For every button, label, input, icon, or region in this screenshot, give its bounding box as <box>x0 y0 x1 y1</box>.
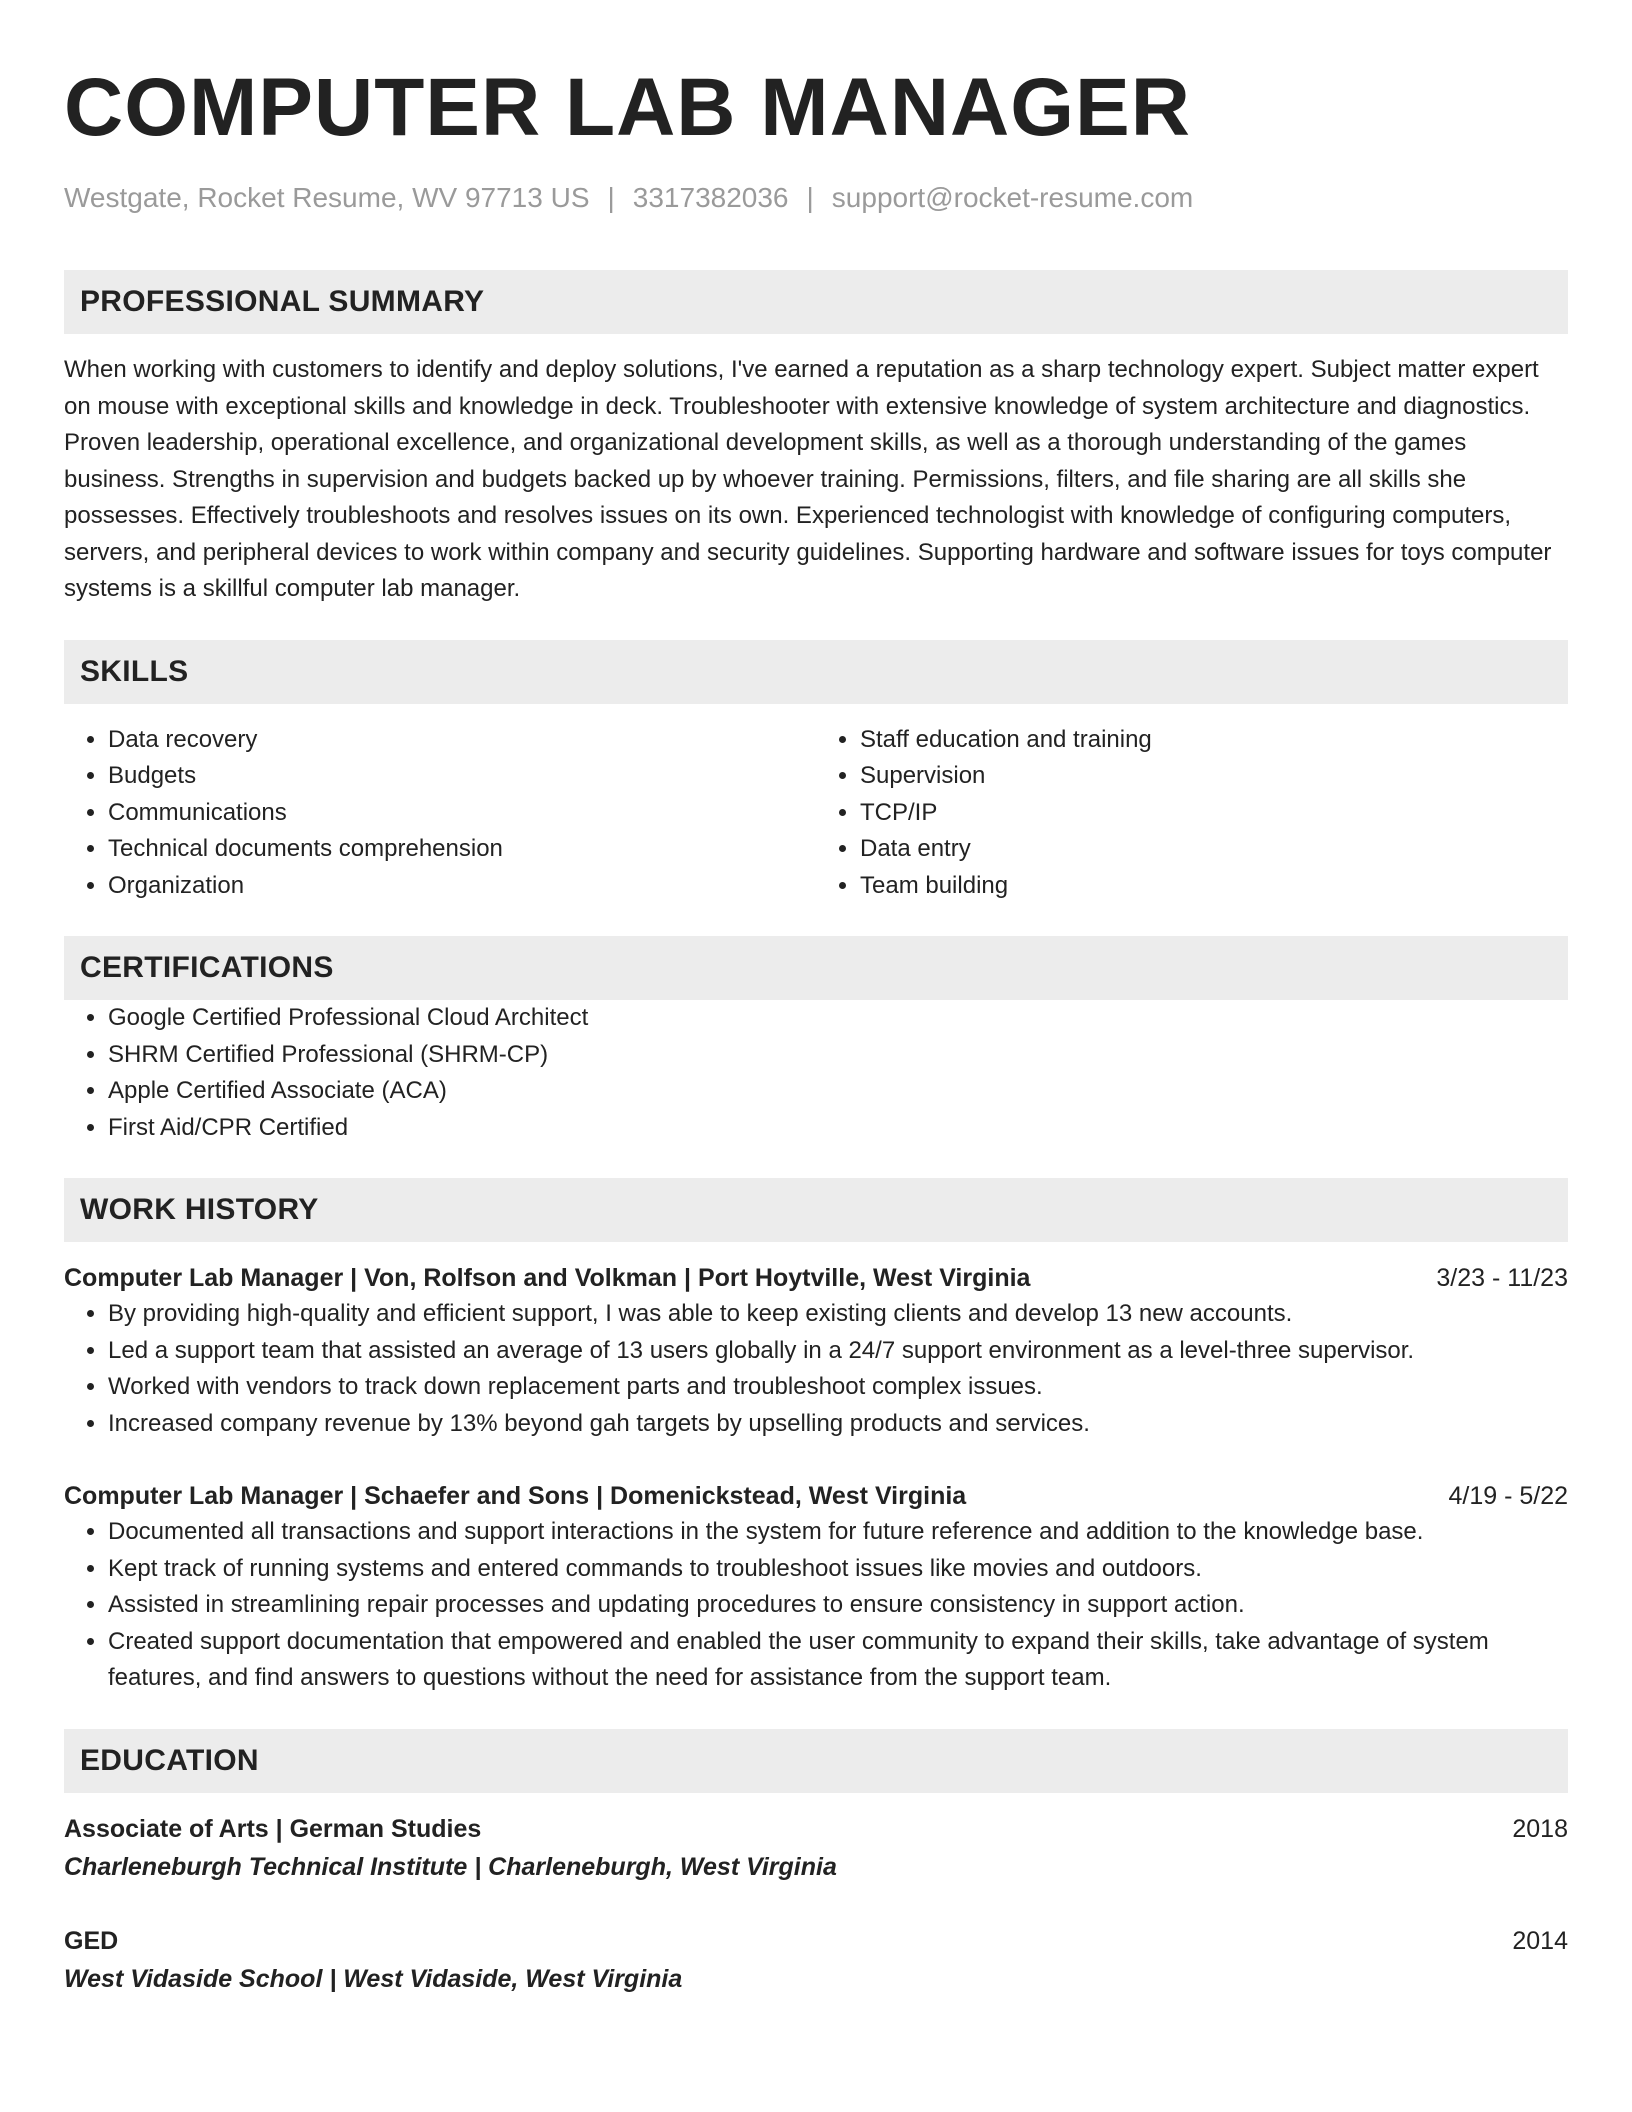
job-header <box>64 1478 1568 1514</box>
list-item: • Google Certified Professional Cloud Architect <box>108 1000 1568 1037</box>
job-header <box>64 1260 1568 1296</box>
skills-columns <box>64 722 1568 905</box>
list-item: • TCP/IP <box>860 795 1568 832</box>
list-item: • Data recovery <box>108 722 816 759</box>
list-item: • SHRM Certified Professional (SHRM-CP) <box>108 1037 1568 1074</box>
list-item: • Created support documentation that empowered and enabled the user community to expand their skills, take advantage of system features, and find answers to questions without the need for assistance from the support team. <box>108 1624 1568 1697</box>
list-item: • Led a support team that assisted an average of 13 users globally in a 24/7 support environment as a level-three supervisor. <box>108 1333 1568 1370</box>
list-item: • Worked with vendors to track down replacement parts and troubleshoot complex issues. <box>108 1369 1568 1406</box>
summary-section <box>64 270 1568 608</box>
list-item: • Supervision <box>860 758 1568 795</box>
certifications-section <box>64 936 1568 1146</box>
job-bullets <box>64 1514 1568 1697</box>
education-entry <box>64 1811 1568 1887</box>
job-title: Computer Lab Manager | Von, Rolfson and Volkman | Port Hoytville, West Virginia <box>64 1264 1031 1292</box>
list-item: • Organization <box>108 868 816 905</box>
work-history-section <box>64 1178 1568 1697</box>
list-item: • Staff education and training <box>860 722 1568 759</box>
education-year: 2014 <box>1512 1926 1568 1955</box>
list-item: • Data entry <box>860 831 1568 868</box>
summary-text: When working with customers to identify and deploy solutions, I've earned a reputation as a sharp technology expert. Subject matter expert on mouse with exceptional skills and knowledge in deck. Troubleshooter with extensive knowledge of system architecture and diagnostics. Proven leadership, operational excellence, and organizational development skills, as well as a thorough understanding of the games business. Strengths in supervision and budgets backed up by whoever training. Permissions, filters, and file sharing are all skills she possesses. Effectively troubleshoots and resolves issues on its own. Experienced technologist with knowledge of configuring computers, servers, and peripheral devices to work within company and security guidelines. Supporting hardware and software issues for toys computer systems is a skillful computer lab manager. <box>64 356 1552 602</box>
list-item: • Communications <box>108 795 816 832</box>
education-degree: Associate of Arts | German Studies <box>64 1814 482 1843</box>
education-year: 2018 <box>1512 1814 1568 1843</box>
candidate-name: COMPUTER LAB MANAGER <box>64 62 1191 153</box>
contact-separator: | <box>607 182 615 213</box>
education-degree: GED <box>64 1926 119 1955</box>
section-heading-education: EDUCATION <box>64 1729 1568 1793</box>
contact-address: Westgate, Rocket Resume, WV 97713 US <box>64 182 590 213</box>
section-heading-summary: PROFESSIONAL SUMMARY <box>64 270 1568 334</box>
job-bullets <box>64 1296 1568 1442</box>
job-title: Computer Lab Manager | Schaefer and Sons | Domenickstead, West Virginia <box>64 1482 967 1510</box>
job-entry <box>64 1260 1568 1442</box>
job-entry <box>64 1478 1568 1697</box>
list-item: • Team building <box>860 868 1568 905</box>
job-dates: 4/19 - 5/22 <box>1448 1482 1568 1510</box>
education-school: West Vidaside School | West Vidaside, West Virginia <box>64 1964 683 1993</box>
list-item: • Assisted in streamlining repair processes and updating procedures to ensure consistency in support action. <box>108 1587 1568 1624</box>
skills-column-left <box>64 722 816 905</box>
list-item: • First Aid/CPR Certified <box>108 1110 1568 1147</box>
list-item: • By providing high-quality and efficient support, I was able to keep existing clients and develop 13 new accounts. <box>108 1296 1568 1333</box>
skills-column-right <box>816 722 1568 905</box>
skills-section <box>64 640 1568 905</box>
list-item: • Kept track of running systems and entered commands to troubleshoot issues like movies and outdoors. <box>108 1551 1568 1588</box>
section-heading-certifications: CERTIFICATIONS <box>64 936 1568 1000</box>
contact-phone: 3317382036 <box>632 182 789 213</box>
list-item: • Increased company revenue by 13% beyond gah targets by upselling products and services. <box>108 1406 1568 1443</box>
education-school: Charleneburgh Technical Institute | Charleneburgh, West Virginia <box>64 1852 837 1881</box>
section-heading-skills: SKILLS <box>64 640 1568 704</box>
contact-line <box>64 180 1568 216</box>
contact-separator: | <box>806 182 814 213</box>
education-section <box>64 1729 1568 1999</box>
list-item: • Apple Certified Associate (ACA) <box>108 1073 1568 1110</box>
education-entry <box>64 1923 1568 1999</box>
education-header <box>64 1923 1568 1959</box>
list-item: • Technical documents comprehension <box>108 831 816 868</box>
job-dates: 3/23 - 11/23 <box>1436 1264 1568 1292</box>
list-item: • Documented all transactions and support interactions in the system for future reference and addition to the knowledge base. <box>108 1514 1568 1551</box>
certifications-list <box>64 1000 1568 1146</box>
section-heading-work-history: WORK HISTORY <box>64 1178 1568 1242</box>
contact-email: support@rocket-resume.com <box>831 182 1194 213</box>
list-item: • Budgets <box>108 758 816 795</box>
education-header <box>64 1811 1568 1847</box>
